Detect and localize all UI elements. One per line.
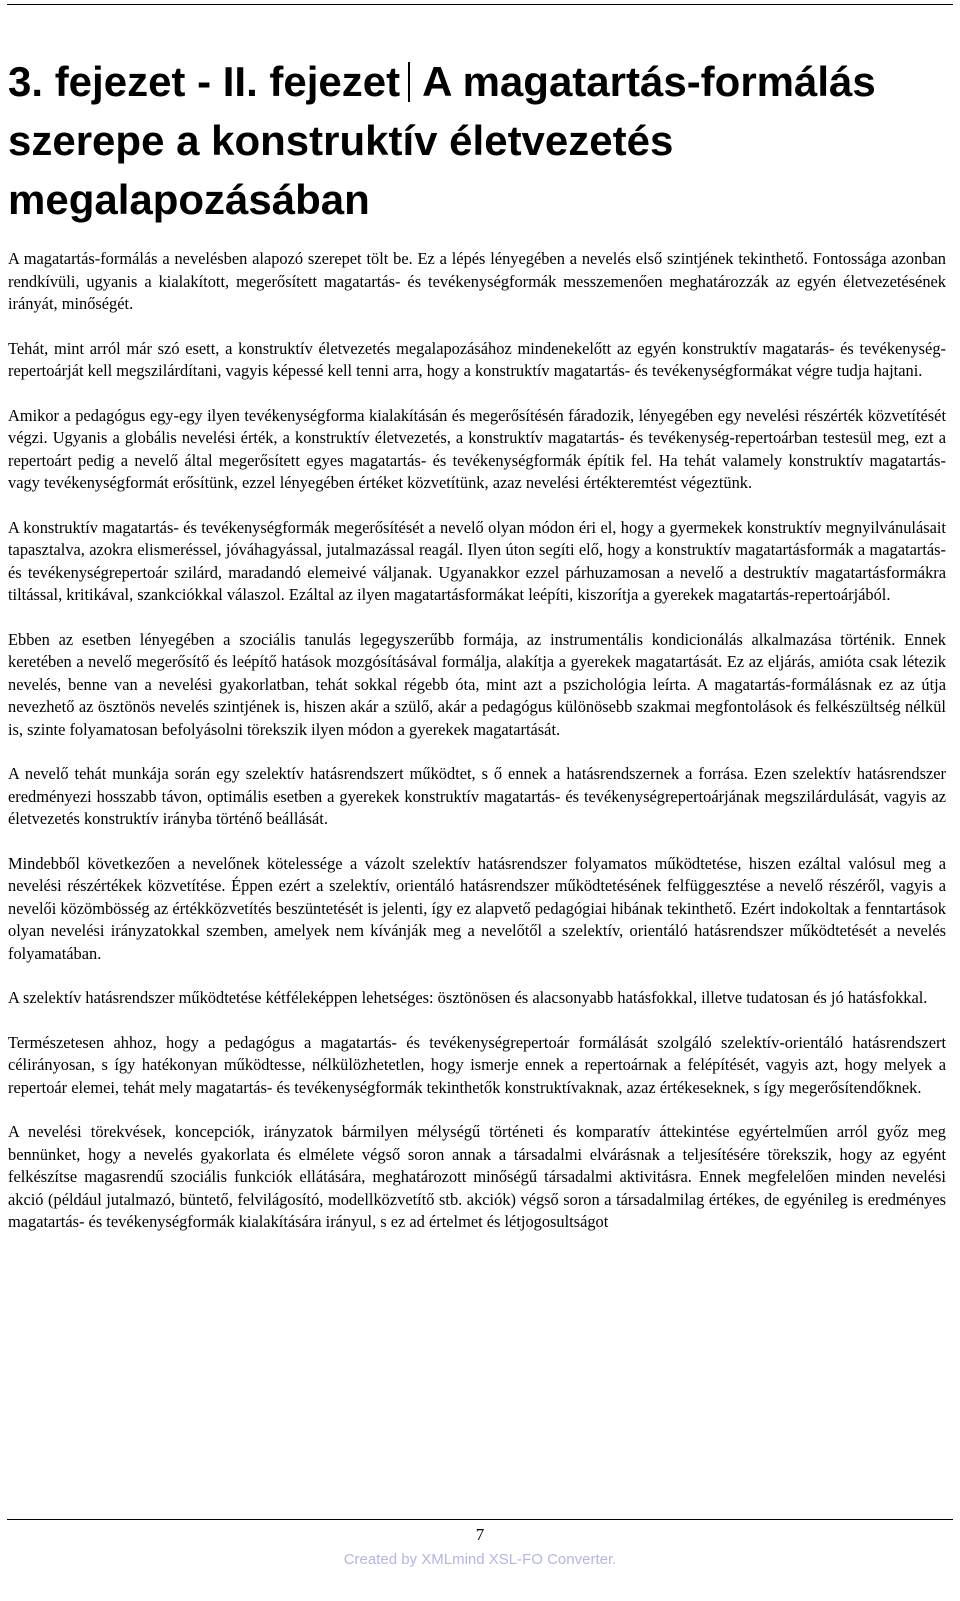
heading-divider (408, 62, 410, 102)
paragraph: A magatartás-formálás a nevelésben alapozó szerepet tölt be. Ez a lépés lényegében a nevelés első szintjének tekinthető. Fontossága azonban rendkívüli, ugyanis a kialakított, megerősített magatartás- és tevékenységformák messzemenően meghatározzák az egyén életvezetésének irányát, minőségét. (8, 249, 946, 313)
paragraph: A szelektív hatásrendszer működtetése kétféleképpen lehetséges: ösztönösen és alacsonyabb hatásfokkal, illetve tudatosan és jó hatásfokkal. (8, 988, 928, 1007)
paragraph: Természetesen ahhoz, hogy a pedagógus a magatartás- és tevékenységrepertoár formálását szolgáló szelektív-orientáló hatásrendszert célirányosan, s így hatékonyan működtesse, nélkülözhetetlen, hogy ismerje ennek a repertoárnak a felépítését, vagyis azt, hogy melyek a repertoár elemei, tehát mely magatartás- és tevékenységformák tekinthetők konstruktívaknak, azaz értékeseknek, s így megerősítendőknek. (8, 1032, 946, 1097)
paragraph: A konstruktív magatartás- és tevékenységformák megerősítését a nevelő olyan módon éri el, hogy a gyermekek konstruktív megnyilvánulásait tapasztalva, azokra elismeréssel, jóváhagyással, jutalmazással reagál. Ilyen úton segíti elő, hogy a konstruktív magatartásformák a magatartás- és tevékenységrepertoár szilárd, maradandó elemeivé váljanak. Ugyanakkor ezzel párhuzamosan a nevelő a destruktív magatartásformákra tiltással, kritikával, szankciókkal válaszol. Ezáltal az ilyen magatartásformákat leépíti, kiszorítja a gyerekek magatartás-repertoárjából. (8, 517, 946, 604)
chapter-heading (8, 52, 948, 229)
paragraph: Amikor a pedagógus egy-egy ilyen tevékenységforma kialakításán és megerősítésén fáradozik, lényegében egy nevelési részérték közvetítését végzi. Ugyanis a globális nevelési érték, a konstruktív életvezetés, a konstruktív magatartás- és tevékenység-repertoárban testesül meg, ezt a repertoárt pedig a nevelő által megerősített egyes magatartás- és tevékenységformák építik fel. Ha tehát valamely konstruktív magatartás- vagy tevékenységformát erősítünk, ezzel lényegében értéket közvetítünk, azaz nevelési értékteremtést végeztünk. (8, 405, 946, 492)
document-body (8, 248, 946, 1256)
footer-rule (7, 1519, 953, 1520)
paragraph: Ebben az esetben lényegében a szociális tanulás legegyszerűbb formája, az instrumentális kondicionálás alkalmazása történik. Ennek keretében a nevelő megerősítő és leépítő hatások mozgósításával formálja, alakítja a gyerekek magatartását. Ez az eljárás, amióta csak létezik nevelés, benne van a nevelési gyakorlatban, tehát sokkal régebb óta, mint azt a pszichológia leírta. A magatartás-formálásnak ez az útja nevezhető az ösztönös nevelés szintjének is, hiszen akár a szülő, akár a pedagógus különösebb szakmai megfontolások és felkészültség nélkül is, szinte folyamatosan befolyásolni törekszik ilyen módon a gyerekek magatartását. (8, 629, 946, 739)
paragraph: Tehát, mint arról már szó esett, a konstruktív életvezetés megalapozásához mindenekelőtt az egyén konstruktív magatarás- és tevékenység-repertoárját kell megszilárdítani, vagyis képessé kell tenni arra, hogy a konstruktív magatartás- és tevékenységformákat végre tudja hajtani. (8, 338, 946, 380)
converter-credit: Created by XMLmind XSL-FO Converter. (343, 1551, 617, 1568)
chapter-title: A magatartás-formálás szerepe a konstruktív életvezetés megalapozásában (8, 58, 876, 223)
paragraph: A nevelő tehát munkája során egy szelektív hatásrendszert működtet, s ő ennek a hatásrendszernek a forrása. Ezen szelektív hatásrendszer eredményezi hosszabb távon, optimális esetben a gyerekek konstruktív magatartás- és tevékenységrepertoárjának megszilárdulását, vagyis az életvezetés konstruktív irányba történő beállását. (8, 764, 946, 828)
page-number: 7 (475, 1525, 485, 1544)
paragraph: Mindebből következően a nevelőnek kötelessége a vázolt szelektív hatásrendszer folyamatos működtetése, hiszen ezáltal valósul meg a nevelési részértékek közvetítése. Éppen ezért a szelektív, orientáló hatásrendszer működtetésének felfüggesztése a nevelő részéről, vagyis a nevelői közömbösség az értékközvetítés beszüntetését is jelenti, így ez alapvető pedagógiai hibának tekinthető. Ezért indokoltak a fenntartások olyan nevelési irányzatokkal szemben, amelyek nem kívánják meg a nevelőtől a szelektív, orientáló hatásrendszer működtetését a nevelés folyamatában. (8, 853, 946, 963)
chapter-number: 3. fejezet - II. fejezet (8, 58, 401, 105)
top-rule (7, 4, 953, 5)
paragraph: A nevelési törekvések, koncepciók, irányzatok bármilyen mélységű történeti és komparatív áttekintése egyértelműen arról győz meg bennünket, hogy a nevelés gyakorlata és elmélete végső soron annak a társadalmi elvárásnak a teljesítésére törekszik, hogy az egyént felkészítse magasrendű szociális funkciók ellátására, meghatározott minőségű társadalmi aktivitásra. Ennek megfelelően minden nevelési akció (például jutalmazó, büntető, felvilágosító, modellközvetítő stb. akciók) végső soron a társadalmilag értékes, de egyénileg is eredményes magatartás- és tevékenységformák kialakítására irányul, s ez ad értelmet és létjogosultságot (8, 1122, 946, 1231)
